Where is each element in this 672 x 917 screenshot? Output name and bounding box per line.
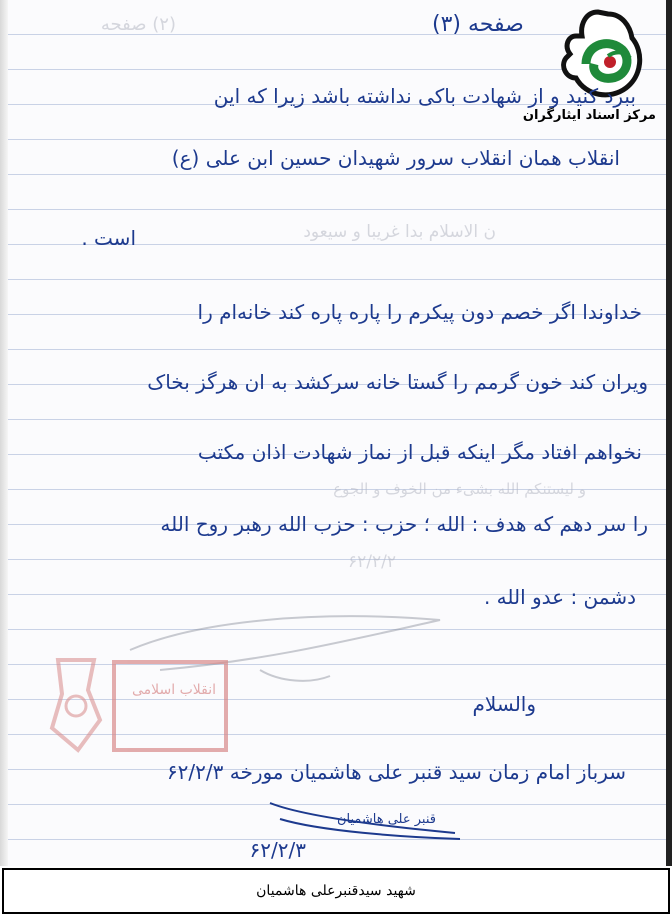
caption-box — [2, 868, 670, 914]
bleed-line: و لیستنکم الله بشیء من الخوف و الجوع — [333, 480, 586, 498]
letter-line-8: دشمن : عدو الله . — [483, 585, 636, 609]
stamp-emblem — [38, 650, 108, 760]
letter-line-4: خداوندا اگر خصم دون پیکرم را پاره پاره کند خانه‌ام را — [197, 300, 642, 324]
official-stamp — [112, 660, 228, 752]
bleed-line: ۶۲/۲/۲ — [348, 552, 396, 572]
caption-text: شهید سیدقنبرعلی هاشمیان — [256, 883, 416, 899]
letter-line-3: است . — [81, 226, 136, 250]
paper-edge — [0, 0, 8, 866]
signature-date: ۶۲/۲/۳ — [249, 838, 306, 862]
archive-logo — [522, 6, 656, 126]
signature-name: قنبر علی هاشمیان — [336, 812, 436, 827]
letter-line-2: انقلاب همان انقلاب سرور شهیدان حسین ابن علی (ع) — [171, 146, 620, 170]
bleed-page-label: (۲) صفحه — [100, 14, 176, 35]
letter-line-6: نخواهم افتاد مگر اینکه قبل از نماز شهادت اذان مکتب — [197, 440, 642, 464]
signature-line: سرباز امام زمان سید قنبر علی هاشمیان مورخه ۶۲/۲/۳ — [166, 760, 626, 784]
bleed-line: ن الاسلام بدا غریبا و سیعود — [303, 222, 496, 242]
page-number: صفحه (۳) — [432, 12, 524, 37]
letter-line-7: را سر دهم که هدف : الله ؛ حزب : حزب الله رهبر روح الله — [160, 512, 648, 536]
closing-salutation: والسلام — [472, 692, 536, 716]
stamp-text: انقلاب اسلامی — [132, 682, 216, 698]
letter-line-1: ببرد کنید و از شهادت باکی نداشته باشد زیرا که این — [213, 84, 636, 108]
letter-line-5: ویران کند خون گرمم را گستا خانه سرکشد به ان هرگز بخاک — [147, 370, 648, 394]
archive-logo-text: مرکز اسناد ایثارگران — [522, 108, 656, 123]
